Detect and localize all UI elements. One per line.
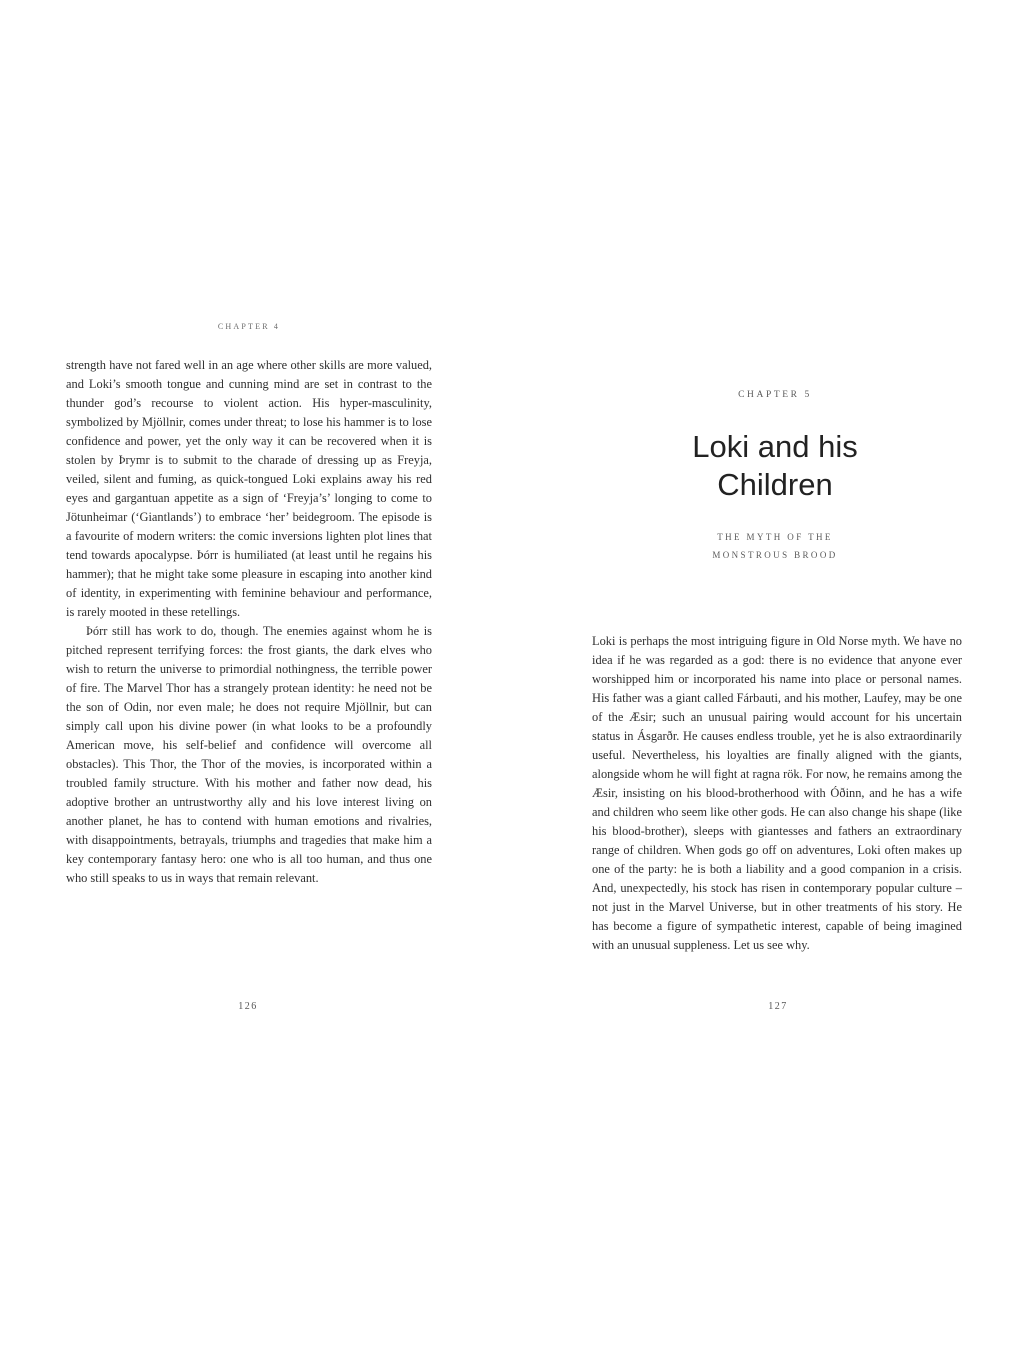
chapter-title-line: Children: [717, 467, 833, 502]
right-page-body: [592, 632, 962, 955]
paragraph: Þórr still has work to do, though. The enemies against whom he is pitched represent terrifying forces: the frost giants, the dark elves who wish to return the universe to primordial nothingness, the terrible power of fire. The Marvel Thor has a strangely protean identity: he need not be the son of Odin, nor even male; he does not require Mjöllnir, but can simply call upon his divine power (in what looks to be a profoundly American move, his self-belief and confidence will overcome all obstacles). This Thor, the Thor of the movies, is incorporated within a troubled family structure. With his mother and father now dead, his adoptive brother an untrustworthy ally and his love interest living on another planet, he has to contend with human emotions and rivalries, with disappointments, betrayals, triumphs and tragedies that make him a key contemporary fantasy hero: one who is all too human, and thus one who still speaks to us in ways that remain relevant.: [66, 624, 432, 885]
chapter-title-line: Loki and his: [692, 429, 858, 464]
chapter-title: [592, 428, 958, 504]
page-number: 126: [238, 1001, 258, 1012]
paragraph: strength have not fared well in an age where other skills are more valued, and Loki’s smooth tongue and cunning mind are set in contrast to the thunder god’s recourse to violent action. His hyper-masculinity, symbolized by Mjöllnir, comes under threat; to lose his hammer is to lose confidence and power, yet the only way it can be recovered when it is stolen by Þrymr is to submit to the charade of dressing up as Freyja, veiled, silent and fuming, as quick-tongued Loki explains away his red eyes and gargantuan appetite as a sign of ‘Freyja’s’ longing to come to Jötunheimar (‘Giantlands’) to embrace ‘her’ beidegroom. The episode is a favourite of modern writers: the comic inversions lighten plot lines that tend towards apocalypse. Þórr is humiliated (at least until he regains his hammer); that he might take some pleasure in escaping into another kind of identity, in experimenting with feminine behaviour and performance, is rarely mooted in these retellings.: [66, 358, 432, 619]
chapter-label: CHAPTER 5: [738, 390, 812, 400]
chapter-subtitle: [592, 528, 958, 564]
paragraph: Loki is perhaps the most intriguing figure in Old Norse myth. We have no idea if he was regarded as a god: there is no evidence that anyone ever worshipped him or incorporated his name into place or personal names. His father was a giant called Fárbauti, and his mother, Laufey, may be one of the Æsir; such an unusual pairing would account for his uncertain status in Ásgarðr. He causes endless trouble, yet he is also extraordinarily useful. Nevertheless, his loyalties are finally aligned with the giants, alongside whom he will fight at ragna rök. For now, he remains among the Æsir, insisting on his blood-brotherhood with Óðinn, and he has a wife and children who seem like other gods. He can also change his shape (like his blood-brother), sleeps with giantesses and fathers an extraordinary range of children. When gods go off on adventures, Loki often makes up one of the party: he is both a liability and a good companion in a crisis. And, unexpectedly, his stock has risen in contemporary popular culture – not just in the Marvel Universe, but in other treatments of his story. He has become a figure of sympathetic interest, capable of being imagined with an unusual suppleness. Let us see why.: [592, 634, 962, 952]
page-number: 127: [768, 1001, 788, 1012]
chapter-subtitle-line: MONSTROUS BROOD: [712, 550, 838, 560]
right-page: [512, 0, 1024, 1365]
chapter-subtitle-line: THE MYTH OF THE: [717, 532, 833, 542]
running-head: CHAPTER 4: [217, 322, 281, 331]
left-page-body: [66, 356, 432, 888]
